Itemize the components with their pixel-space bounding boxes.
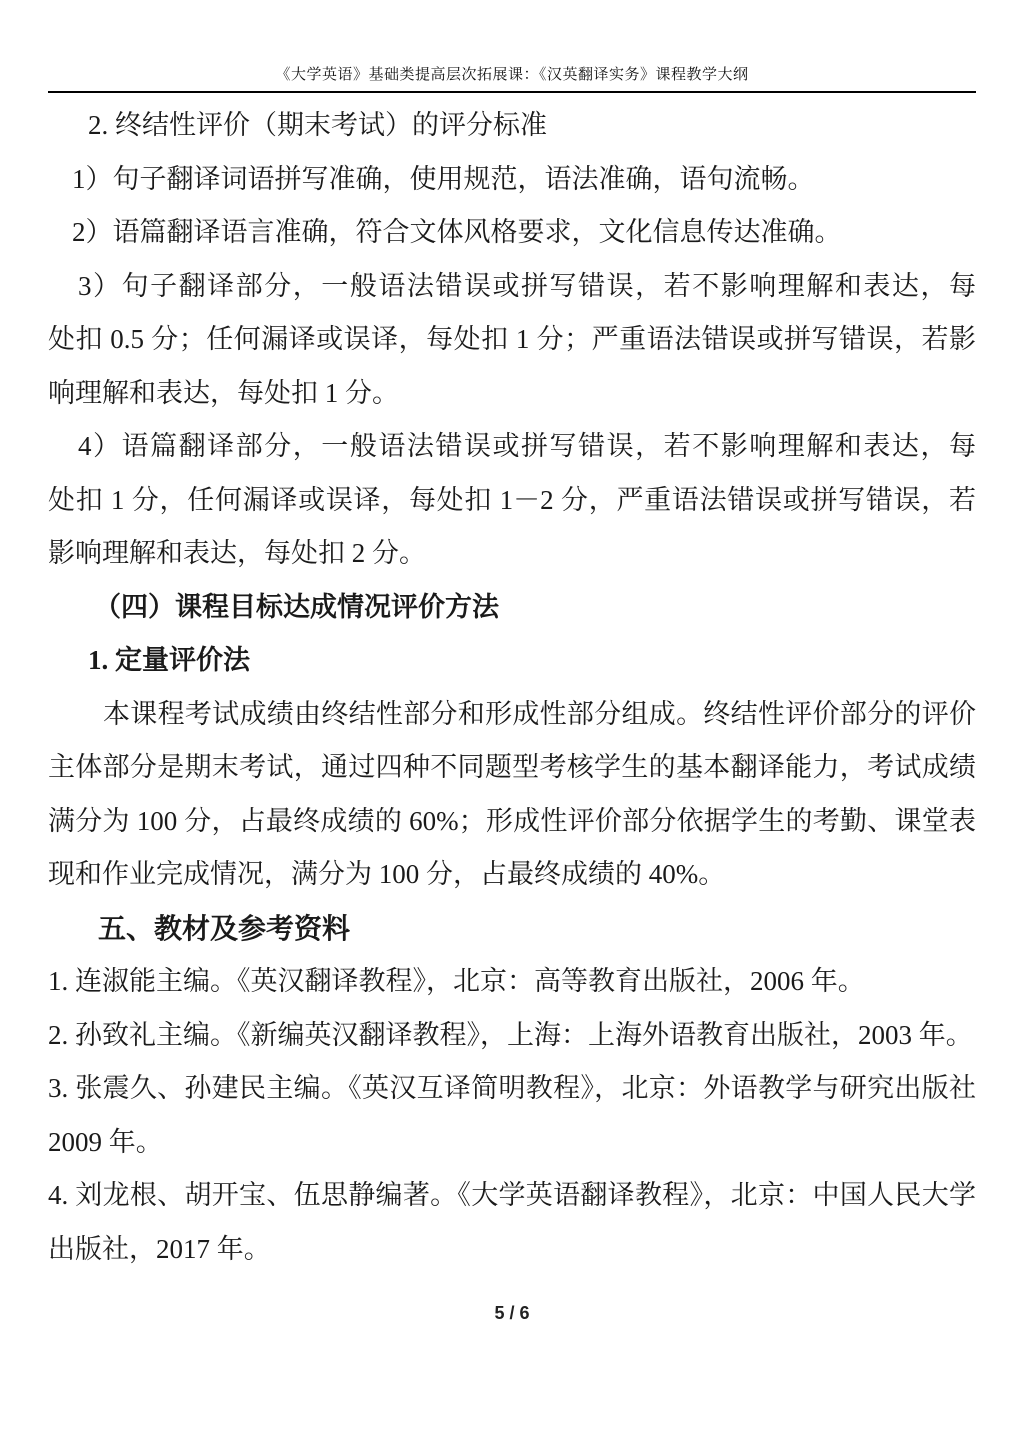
- text-line-6: 响理解和表达，每处扣 1 分。: [48, 377, 399, 408]
- text-line-19: 3. 张震久、孙建民主编。《英汉互译简明教程》，北京：外语教学与研究出版社: [48, 1073, 976, 1103]
- text-line-4: 3）句子翻译部分，一般语法错误或拼写错误，若不影响理解和表达，每: [78, 270, 976, 301]
- text-line-1: 2. 终结性评价（期末考试）的评分标准: [88, 110, 547, 140]
- text-line-10: （四）课程目标达成情况评价方法: [94, 591, 499, 622]
- text-line-15: 现和作业完成情况，满分为 100 分，占最终成绩的 40%。: [48, 859, 726, 889]
- text-line-12: 本课程考试成绩由终结性部分和形成性部分组成。终结性评价部分的评价: [103, 698, 976, 729]
- text-line-21: 4. 刘龙根、胡开宝、伍思静编著。《大学英语翻译教程》，北京：中国人民大学: [48, 1180, 976, 1210]
- text-line-14: 满分为 100 分，占最终成绩的 60%；形成性评价部分依据学生的考勤、课堂表: [48, 805, 976, 836]
- text-line-9: 影响理解和表达，每处扣 2 分。: [48, 538, 426, 568]
- text-line-11: 1. 定量评价法: [88, 645, 250, 675]
- text-line-7: 4）语篇翻译部分，一般语法错误或拼写错误，若不影响理解和表达，每: [78, 431, 976, 461]
- header-rule: [48, 91, 976, 93]
- document-body: [48, 99, 976, 1276]
- text-line-18: 2. 孙致礼主编。《新编英汉翻译教程》，上海：上海外语教育出版社，2003 年。: [48, 1019, 973, 1050]
- text-line-13: 主体部分是期末考试，通过四种不同题型考核学生的基本翻译能力，考试成绩: [48, 752, 976, 782]
- text-line-3: 2）语篇翻译语言准确，符合文体风格要求，文化信息传达准确。: [72, 217, 842, 247]
- text-line-22: 出版社，2017 年。: [48, 1233, 271, 1264]
- text-line-2: 1）句子翻译词语拼写准确，使用规范，语法准确，语句流畅。: [72, 163, 815, 194]
- text-line-16: 五、教材及参考资料: [98, 912, 351, 944]
- text-line-17: 1. 连淑能主编。《英汉翻译教程》，北京：高等教育出版社，2006 年。: [48, 966, 865, 996]
- page-header-title: 《大学英语》基础类提高层次拓展课：《汉英翻译实务》课程教学大纲: [275, 66, 749, 83]
- text-line-5: 处扣 0.5 分；任何漏译或误译，每处扣 1 分；严重语法错误或拼写错误，若影: [48, 324, 976, 354]
- text-line-20: 2009 年。: [48, 1126, 163, 1157]
- page-number: 5 / 6: [494, 1303, 530, 1323]
- text-line-8: 处扣 1 分，任何漏译或误译，每处扣 1－2 分，严重语法错误或拼写错误，若: [48, 484, 976, 515]
